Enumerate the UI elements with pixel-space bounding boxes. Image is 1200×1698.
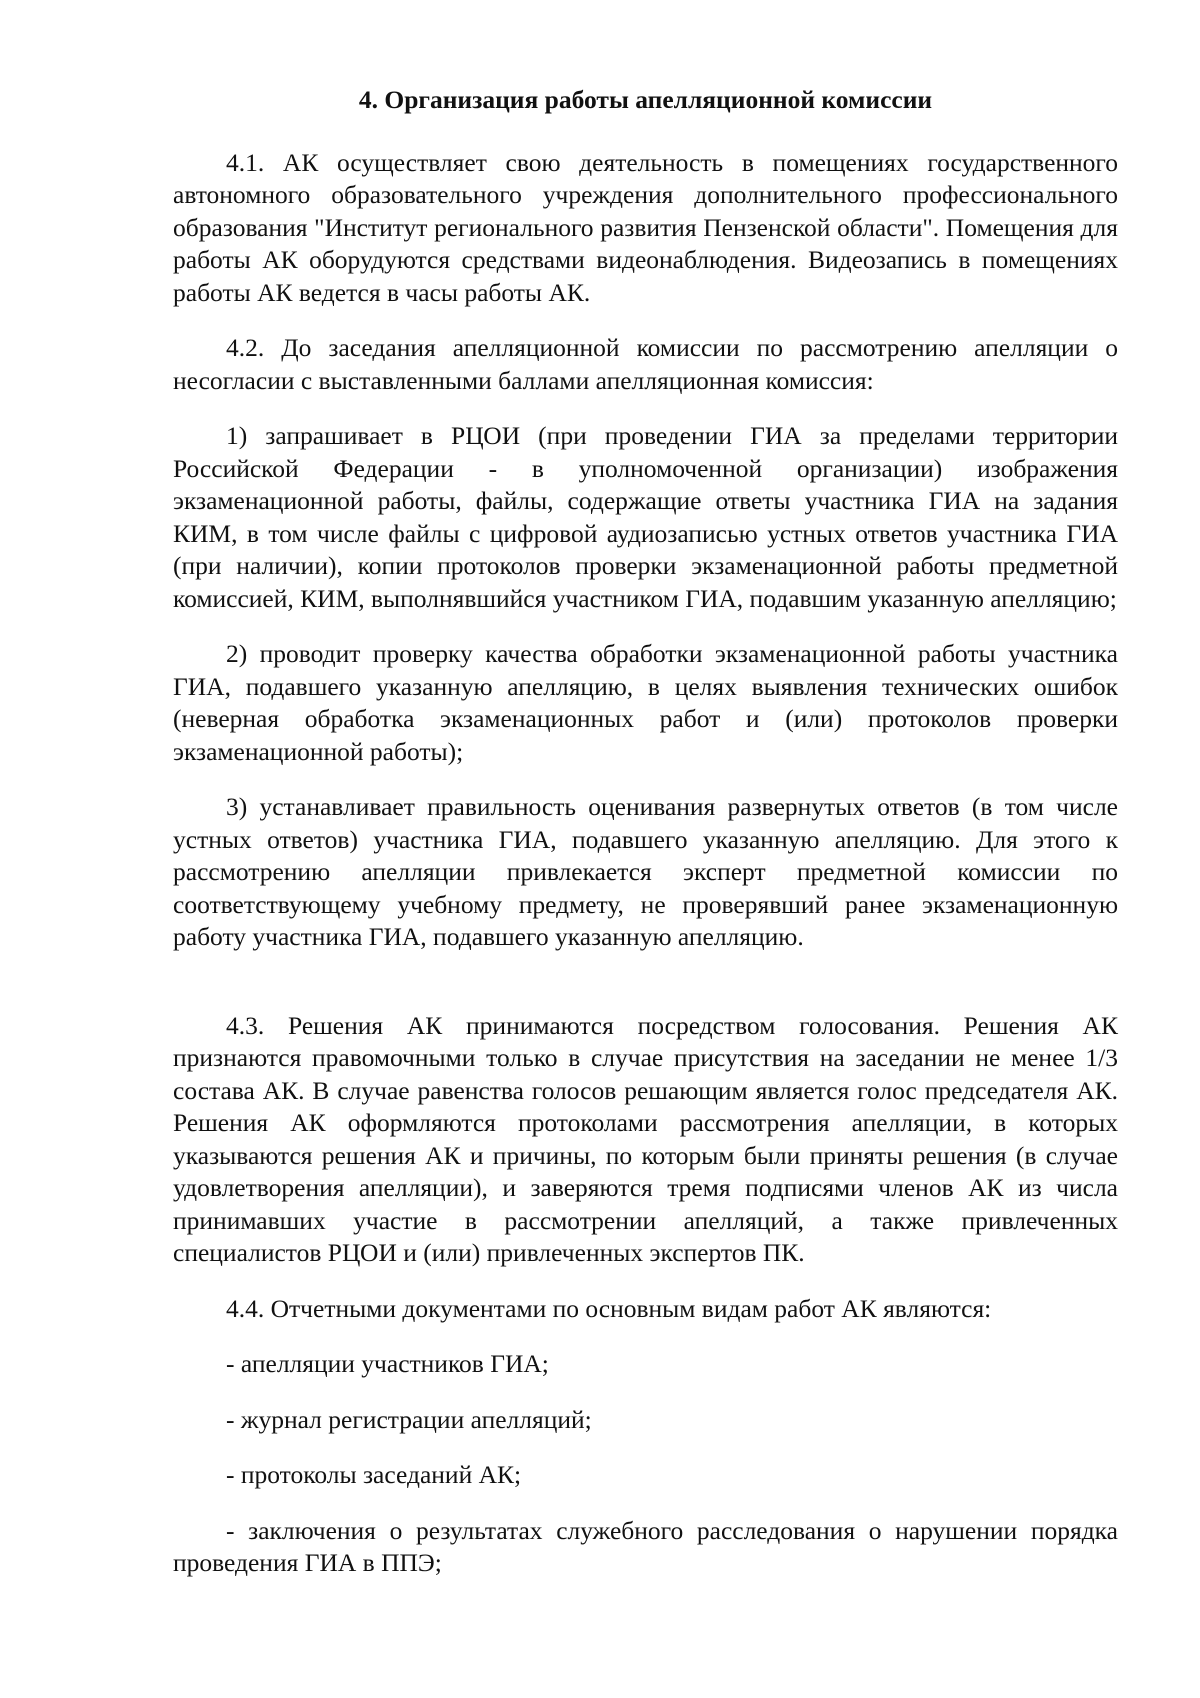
paragraph-4-3: 4.3. Решения АК принимаются посредством голосования. Решения АК признаются правомочными только в случае присутствия на заседании не менее 1/3 состава АК. В случае равенства голосов решающим является голос председателя АК. Решения АК оформляются протоколами рассмотрения апелляции, в которых указываются решения АК и причины, по которым были приняты решения (в случае удовлетворения апелляции), и заверяются тремя подписями членов АК из числа принимавших участие в рассмотрении апелляций, а также привлеченных специалистов РЦОИ и (или) привлеченных экспертов ПК.: [173, 1010, 1118, 1267]
paragraph-item-2: 2) проводит проверку качества обработки экзаменационной работы участника ГИА, подавшего указанную апелляцию, в целях выявления технических ошибок (неверная обработка экзаменационных работ и (или) протоколов проверки экзаменационной работы);: [173, 639, 1118, 766]
document-page: [173, 84, 1118, 1603]
paragraph-4-4: 4.4. Отчетными документами по основным видам работ АК являются:: [226, 1293, 992, 1323]
list-item-appeals: - апелляции участников ГИА;: [226, 1349, 549, 1378]
list-item-protocols: - протоколы заседаний АК;: [226, 1460, 522, 1489]
list-item-conclusions: - заключения о результатах служебного расследования о нарушении порядка проведения ГИА в ППЭ;: [173, 1515, 1118, 1577]
paragraph-4-1: 4.1. АК осуществляет свою деятельность в помещениях государственного автономного образовательного учреждения дополнительного профессионального образования "Институт регионального развития Пензенской области". Помещения для работы АК оборудуются средствами видеонаблюдения. Видеозапись в помещениях работы АК ведется в часы работы АК.: [173, 147, 1118, 307]
paragraph-4-2: 4.2. До заседания апелляционной комиссии по рассмотрению апелляции о несогласии с выставленными баллами апелляционная комиссия:: [173, 333, 1118, 395]
paragraph-item-1: 1) запрашивает в РЦОИ (при проведении ГИА за пределами территории Российской Федерации - в уполномоченной организации) изображения экзаменационной работы, файлы, содержащие ответы участника ГИА на задания КИМ, в том числе файлы с цифровой аудиозаписью устных ответов участника ГИА (при наличии), копии протоколов проверки экзаменационной работы предметной комиссией, КИМ, выполнявшийся участником ГИА, подавшим указанную апелляцию;: [173, 421, 1118, 613]
paragraph-item-3: 3) устанавливает правильность оценивания развернутых ответов (в том числе устных ответов) участника ГИА, подавшего указанную апелляцию. Для этого к рассмотрению апелляции привлекается эксперт предметной комиссии по соответствующему учебному предмету, не проверявший ранее экзаменационную работу участника ГИА, подавшего указанную апелляцию.: [173, 792, 1118, 951]
list-item-journal: - журнал регистрации апелляций;: [226, 1404, 592, 1434]
section-heading: 4. Организация работы апелляционной комиссии: [358, 85, 933, 114]
